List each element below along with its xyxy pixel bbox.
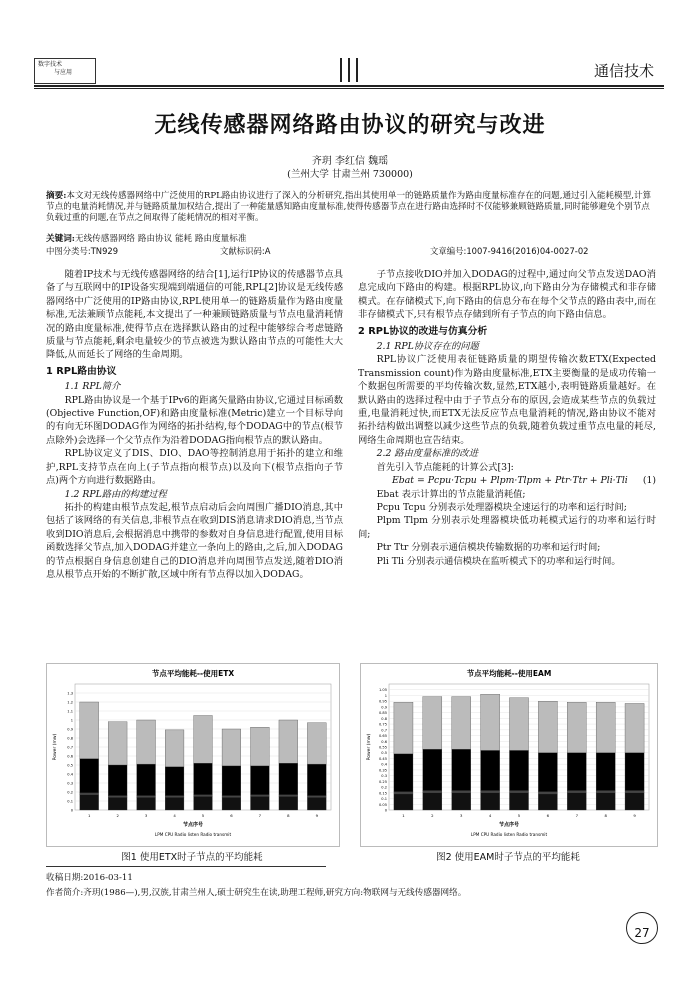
header-rule — [34, 85, 664, 87]
bar-segment-lpm — [165, 797, 184, 810]
y-tick-label: 0.1 — [381, 797, 387, 802]
bar-segment-radio-listen — [538, 753, 557, 792]
y-tick-label: 0.8 — [381, 716, 387, 721]
bar-segment-radio-listen — [596, 753, 615, 791]
paragraph: RPL协议广泛使用表征链路质量的期望传输次数ETX(Expected Transmission count)作为路由度量标准,ETX主要衡量的是成功传输一个数据包所需要的平均传输次数,显然,ETX越小,表明链路质量越好。在默认路由的选择过程中由于子节点分布的原因,会造成某些节点的负载过重,电量消耗过快,而ETX无法反应节点电量消耗的情况,路由协议不能对拓扑结构做出调整以减少这些节点的负载,随着负载过重节点电量的耗尽,网络生命周期也宣告结束。 — [358, 354, 656, 446]
footnote-rule — [46, 866, 326, 867]
chart-title: 节点平均能耗--使用ETX — [151, 669, 235, 678]
bar-segment-radio-transmit — [165, 730, 184, 767]
y-tick-label: 1 — [70, 718, 73, 723]
bar-segment-lpm — [625, 793, 644, 810]
bar-segment-cpu — [108, 796, 127, 798]
section-heading: 2 RPL协议的改进与仿真分析 — [358, 325, 488, 337]
y-tick-label: 0.8 — [67, 736, 73, 741]
left-column — [46, 268, 343, 581]
y-tick-label: 0.3 — [67, 781, 73, 786]
bar-segment-lpm — [137, 797, 156, 810]
x-tick-label: 7 — [258, 813, 262, 818]
y-tick-label: 0.35 — [378, 768, 387, 773]
bar-segment-radio-transmit — [251, 727, 270, 766]
bar-segment-cpu — [394, 792, 413, 794]
bar-segment-radio-listen — [423, 749, 442, 790]
y-tick-label: 0.7 — [381, 728, 387, 733]
bar-segment-cpu — [481, 791, 500, 793]
bar-segment-cpu — [307, 796, 326, 798]
figure-1-caption: 图1 使用ETX时子节点的平均能耗 — [121, 852, 263, 863]
y-tick-label: 0.6 — [67, 754, 73, 759]
symbol-definition: Ebat 表示计算出的节点能量消耗值; — [376, 488, 526, 500]
paragraph: RPL路由协议是一个基于IPv6的距离矢量路由协议,它通过目标函数(Objective Function,OF)和路由度量标准(Metric)建立一个目标导向的有向无环图DODAG作为网络的拓扑结构,每个DODAG中的节点(根节点除外)会选择一个父节点作为沿着DODAG指向根节点的默认路由。 — [46, 394, 343, 446]
keywords — [46, 232, 656, 244]
bar-segment-cpu — [194, 795, 213, 797]
y-tick-label: 0.3 — [381, 774, 387, 779]
bar-segment-lpm — [481, 793, 500, 810]
bar-segment-radio-listen — [165, 767, 184, 796]
keywords-label: 关键词: — [46, 234, 75, 244]
bar-segment-radio-transmit — [394, 702, 413, 754]
bar-segment-radio-transmit — [222, 729, 241, 766]
bar-segment-radio-listen — [251, 766, 270, 795]
article-number: 文章编号:1007-9416(2016)04-0027-02 — [430, 246, 589, 256]
y-tick-label: 0 — [384, 808, 387, 813]
bar-segment-lpm — [394, 794, 413, 810]
header-rule-thin — [34, 88, 664, 89]
bar-segment-radio-transmit — [596, 702, 615, 752]
bar-segment-radio-transmit — [80, 702, 99, 759]
x-tick-label: 8 — [604, 813, 607, 818]
bar-segment-radio-listen — [279, 763, 298, 795]
bar-segment-cpu — [251, 795, 270, 797]
y-tick-label: 0.15 — [378, 791, 387, 796]
y-tick-label: 0.7 — [67, 745, 73, 750]
paragraph: 随着IP技术与无线传感器网络的结合[1],运行IP协议的传感器节点具备了与互联网中的IP设备实现端到端通信的可能,RPL[2]协议是无线传感器网络中广泛使用的IP路由协议,RPL使用单一的链路质量作为路由度量标准,无法兼顾节点能耗,本文提出了一种兼顾链路质量与节点电量消耗情况的路由度量标准,使得节点在选择默认路由的过程中能够综合考虑链路质量与节点能耗,剩余电量较少的节点被选为默认路由节点的可能性大大降低,从而延长了网络的生命周期。 — [46, 269, 343, 361]
bar-segment-radio-transmit — [108, 722, 127, 765]
bar-segment-cpu — [137, 796, 156, 798]
section-tag: 通信技术 — [593, 62, 654, 80]
y-tick-label: 0 — [70, 808, 73, 813]
bar-segment-cpu — [279, 795, 298, 797]
x-tick-label: 2 — [431, 813, 434, 818]
clc-number: 中图分类号:TN929 — [46, 246, 119, 256]
received-date: 收稿日期:2016-03-11 — [46, 873, 133, 883]
article-affiliation: (兰州大学 甘肃兰州 730000) — [287, 169, 413, 180]
x-tick-label: 4 — [173, 813, 176, 818]
y-tick-label: 0.4 — [381, 762, 387, 767]
bar-segment-radio-transmit — [279, 720, 298, 763]
y-tick-label: 0.1 — [67, 799, 73, 804]
subsection-heading: 1.2 RPL路由的构建过程 — [64, 488, 167, 500]
bar-segment-radio-listen — [137, 764, 156, 796]
bar-segment-lpm — [251, 797, 270, 811]
author-bio: 作者简介:齐玥(1986—),男,汉族,甘肃兰州人,硕士研究生在读,助理工程师,研究方向:物联网与无线传感器网络。 — [46, 888, 467, 898]
bar-segment-lpm — [108, 797, 127, 810]
y-tick-label: 0.2 — [67, 790, 73, 795]
x-tick-label: 1 — [88, 813, 91, 818]
symbol-definition: Pli Tli 分别表示通信模块在监听模式下的功率和运行时间。 — [376, 555, 621, 567]
y-tick-label: 0.55 — [378, 745, 387, 750]
document-code: 文献标识码:A — [220, 246, 271, 256]
bar-segment-cpu — [596, 791, 615, 793]
y-tick-label: 0.6 — [381, 739, 387, 744]
bar-segment-radio-transmit — [137, 720, 156, 764]
x-tick-label: 8 — [287, 813, 290, 818]
y-axis-label: Power (mw) — [367, 733, 372, 761]
bar-segment-cpu — [567, 791, 586, 793]
bar-segment-radio-transmit — [509, 698, 528, 751]
bar-segment-lpm — [509, 793, 528, 810]
bar-segment-cpu — [625, 791, 644, 793]
bar-segment-lpm — [538, 794, 557, 810]
bar-segment-lpm — [307, 797, 326, 810]
x-tick-label: 5 — [517, 813, 521, 818]
y-tick-label: 0.05 — [378, 802, 387, 807]
x-tick-label: 2 — [116, 813, 119, 818]
paragraph: 子节点接收DIO并加入DODAG的过程中,通过向父节点发送DAO消息完成向下路由的构建。根据RPL协议,向下路由分为存储模式和非存储模式。在存储模式下,向下路由的信息分布在每个父节点的路由表中,而在非存储模式下,只有根节点存储到所有子节点的向下路由信息。 — [358, 269, 656, 321]
x-tick-label: 4 — [488, 813, 492, 818]
bar-segment-cpu — [538, 792, 557, 794]
section-heading: 1 RPL路由协议 — [46, 365, 117, 377]
bar-segment-radio-listen — [509, 750, 528, 790]
bar-segment-radio-transmit — [452, 697, 471, 750]
abstract — [46, 191, 656, 224]
bar-segment-lpm — [80, 795, 99, 810]
equation-number: (1) — [642, 475, 656, 487]
bar-segment-radio-listen — [307, 764, 326, 796]
bar-segment-radio-listen — [108, 765, 127, 796]
y-tick-label: 1.2 — [67, 700, 73, 705]
y-tick-label: 0.2 — [381, 785, 387, 790]
y-tick-label: 1 — [384, 693, 387, 698]
article-title: 无线传感器网络路由协议的研究与改进 — [154, 112, 546, 138]
y-tick-label: 0.95 — [378, 699, 387, 704]
x-tick-label: 1 — [402, 813, 405, 818]
x-tick-label: 9 — [633, 813, 636, 818]
bar-segment-cpu — [423, 791, 442, 793]
x-tick-label: 3 — [460, 813, 463, 818]
chart-eam — [361, 664, 657, 846]
symbol-definition: Ptr Ttr 分别表示通信模块传输数据的功率和运行时间; — [376, 542, 601, 554]
subsection-heading: 2.2 路由度量标准的改进 — [376, 448, 479, 460]
figure-2 — [360, 663, 658, 847]
equation — [358, 474, 656, 487]
equation-body: Ebat = Pcpu·Tcpu + Plpm·Tlpm + Ptr·Ttr + Pli·Tli — [392, 475, 628, 487]
article-authors: 齐玥 李红信 魏瑶 — [311, 156, 389, 167]
bar-segment-radio-transmit — [307, 723, 326, 764]
bar-segment-radio-listen — [394, 754, 413, 792]
bar-segment-cpu — [509, 791, 528, 793]
y-tick-label: 0.9 — [381, 705, 387, 710]
y-tick-label: 0.45 — [378, 756, 387, 761]
bar-segment-cpu — [222, 796, 241, 798]
bar-segment-radio-listen — [481, 750, 500, 790]
page-number: 27 — [634, 926, 650, 940]
journal-name-line2: 与应用 — [54, 69, 73, 76]
chart-legend: LPM CPU Radio listen Radio transmit — [154, 832, 232, 837]
journal-name-line1: 数字技术 — [38, 61, 63, 68]
bar-segment-cpu — [80, 793, 99, 795]
paragraph: RPL协议定义了DIS、DIO、DAO等控制消息用于拓扑的建立和维护,RPL支持节点在向上(子节点指向根节点)以及向下(根节点指向子节点)两个方向进行数据路由。 — [46, 448, 343, 487]
bar-segment-cpu — [452, 791, 471, 793]
y-axis-label: Power (mw) — [53, 733, 58, 761]
y-tick-label: 0.5 — [381, 751, 387, 756]
bar-segment-lpm — [596, 793, 615, 810]
y-tick-label: 0.75 — [378, 722, 387, 727]
x-axis-label: 节点序号 — [182, 822, 204, 828]
y-tick-label: 0.25 — [378, 779, 387, 784]
bar-segment-radio-listen — [80, 759, 99, 793]
x-axis-label: 节点序号 — [498, 822, 520, 828]
subsection-heading: 2.1 RPL协议存在的问题 — [376, 341, 479, 353]
x-tick-label: 6 — [546, 813, 550, 818]
bar-segment-cpu — [165, 796, 184, 798]
bar-segment-lpm — [567, 793, 586, 810]
subsection-heading: 1.1 RPL简介 — [64, 381, 121, 393]
bar-segment-radio-transmit — [625, 703, 644, 752]
y-tick-label: 1.1 — [67, 709, 73, 714]
chart-legend: LPM CPU Radio listen Radio transmit — [470, 832, 548, 837]
symbol-definition: Pcpu Tcpu 分别表示处理器模块全速运行的功率和运行时间; — [376, 501, 627, 513]
paragraph: 首先引入节点能耗的计算公式[3]: — [376, 461, 514, 473]
bar-segment-radio-listen — [452, 749, 471, 790]
bar-segment-radio-listen — [222, 766, 241, 796]
figure-1 — [46, 663, 340, 847]
bar-segment-lpm — [423, 793, 442, 810]
bar-segment-radio-transmit — [567, 702, 586, 752]
bar-segment-radio-listen — [194, 763, 213, 795]
paragraph: 拓扑的构建由根节点发起,根节点启动后会向周围广播DIO消息,其中包括了该网络的有关信息,非根节点在收到DIS消息请求DIO消息,当节点收到DIO消息后,会根据消息中携带的参数对自身信息进行配置,使用目标函数选择父节点,加入DODAG并建立一条向上的路由,之后,加入DODAG的节点根据自身信息创建自己的DIO消息并向周围节点发送,随着DIO消息从根节点开始的不断扩散,区域中所有节点得以加入DODAG。 — [46, 501, 343, 580]
right-column — [358, 268, 656, 568]
bar-segment-radio-transmit — [481, 694, 500, 750]
keywords-text: 无线传感器网络 路由协议 能耗 路由度量标准 — [74, 234, 247, 244]
header-bars — [338, 58, 364, 82]
bar-segment-radio-listen — [625, 753, 644, 791]
x-tick-label: 3 — [144, 813, 148, 818]
y-tick-label: 0.85 — [378, 711, 387, 716]
bar-segment-lpm — [452, 793, 471, 810]
bar-segment-lpm — [222, 797, 241, 810]
x-tick-label: 7 — [575, 813, 578, 818]
bar-segment-radio-transmit — [538, 701, 557, 753]
y-tick-label: 0.9 — [67, 727, 73, 732]
journal-logo — [34, 58, 96, 84]
y-tick-label: 0.4 — [67, 772, 73, 777]
chart-title: 节点平均能耗--使用EAM — [466, 669, 552, 678]
figure-2-caption: 图2 使用EAM时子节点的平均能耗 — [436, 852, 580, 863]
symbol-definition: Plpm Tlpm 分别表示处理器模块低功耗模式运行的功率和运行时间; — [358, 515, 656, 540]
y-tick-label: 0.5 — [67, 763, 73, 768]
bar-segment-radio-transmit — [423, 697, 442, 750]
bar-segment-lpm — [279, 797, 298, 811]
chart-etx — [47, 664, 339, 846]
y-tick-label: 1.3 — [67, 691, 73, 696]
bar-segment-radio-listen — [567, 753, 586, 791]
abstract-text: 本文对无线传感器网络中广泛使用的RPL路由协议进行了深入的分析研究,指出其使用单一的链路质量作为路由度量标准存在的问题,通过引入能耗模型,计算节点的电量消耗情况,并与链路质量加权结合,提出了一种能量感知路由度量标准,使得传感器节点在进行路由选择时不仅能够兼顾链路质量,同时能够避免个别节点负载过重的问题,在节点之间取得了能耗情况的相对平衡。 — [46, 191, 652, 223]
page-number-badge — [626, 912, 658, 944]
x-tick-label: 9 — [315, 813, 318, 818]
y-tick-label: 0.65 — [378, 734, 387, 739]
x-tick-label: 6 — [230, 813, 233, 818]
y-tick-label: 1.05 — [378, 688, 387, 693]
abstract-label: 摘要: — [46, 191, 67, 201]
bar-segment-radio-transmit — [194, 716, 213, 764]
bar-segment-lpm — [194, 797, 213, 811]
x-tick-label: 5 — [201, 813, 205, 818]
